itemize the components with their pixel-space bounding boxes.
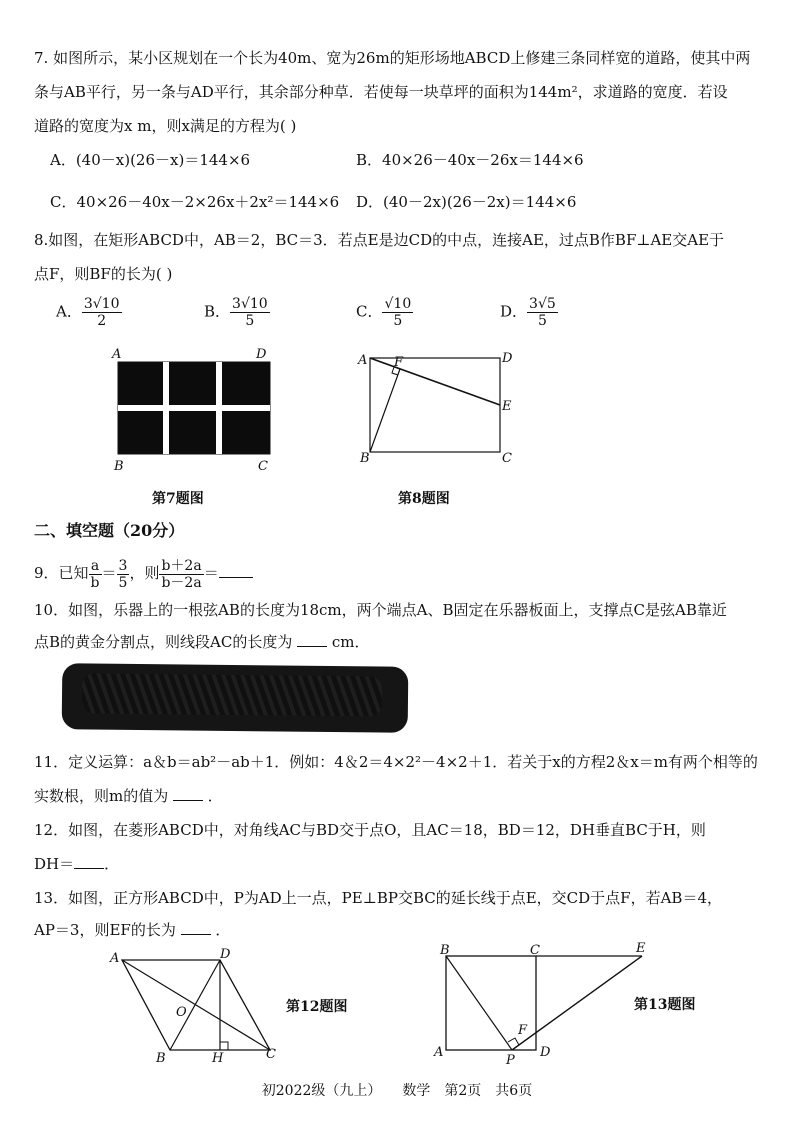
q9-fraction-ab-numerator: a (89, 558, 102, 575)
q10-line-2-prefix: 点B的黄金分割点，则线段AC的长度为 (34, 633, 293, 651)
q9 (34, 556, 253, 591)
q8-option-d-numerator: 3√5 (529, 296, 556, 312)
q7-option-a: A．(40－x)(26－x)＝144×6 (50, 151, 251, 169)
q8-option-a-denominator: 2 (97, 313, 107, 329)
fig13-label-p: P (506, 1053, 515, 1068)
fig13-label-a: A (434, 1045, 444, 1060)
q13-answer-blank[interactable] (181, 920, 211, 935)
q10-answer-blank[interactable] (297, 632, 327, 647)
q8-option-c-numerator: √10 (384, 296, 412, 312)
q9-equals: ＝ (101, 564, 117, 582)
q8-option-b-numerator: 3√10 (232, 296, 268, 312)
fig12-right-angle-mark (220, 1042, 228, 1050)
fig12-label-a: A (110, 951, 120, 966)
q10-line-2 (34, 632, 370, 652)
section-2-title: 二、填空题（20分） (34, 521, 185, 540)
fig8-label-b: B (360, 451, 370, 466)
q12-line-2-suffix: ． (104, 855, 120, 873)
q8-option-c-label: C． (356, 302, 383, 321)
q7-option-d: D．(40－2x)(26－2x)＝144×6 (356, 193, 577, 211)
q8-line-2: 点F，则BF的长为( ) (34, 265, 173, 283)
fig7-label-b: B (114, 459, 124, 474)
fig7-label-d: D (256, 347, 267, 362)
fig13-label-d: D (540, 1045, 551, 1060)
fig13-label-c: C (530, 943, 540, 958)
q8-option-c-denominator: 5 (393, 313, 403, 329)
q10-line-1: 10．如图，乐器上的一根弦AB的长度为18cm，两个端点A、B固定在乐器板面上，支撑点C是弦AB靠近 (34, 601, 727, 619)
q9-fraction-ab (89, 558, 102, 591)
q9-suffix: ＝ (203, 564, 219, 582)
fig13-caption: 第13题图 (634, 997, 696, 1013)
q8-option-a (56, 296, 122, 329)
q9-fraction-35-numerator: 3 (118, 557, 128, 574)
fig7-label-a: A (112, 347, 122, 362)
q9-answer-blank[interactable] (219, 563, 253, 578)
q11-line-2-suffix: ． (207, 787, 223, 805)
q9-fraction-expression-numerator: b＋2a (161, 557, 202, 574)
q7-line-2: 条与AB平行，另一条与AD平行，其余部分种草．若使每一块草坪的面积为144m²，求道路的宽度．若设 (34, 83, 728, 101)
q13-line-2-suffix: ． (215, 921, 231, 939)
q8-option-b-denominator: 5 (245, 313, 255, 329)
q8-option-c (356, 296, 413, 329)
q13-line-2-prefix: AP＝3，则EF的长为 (34, 921, 176, 939)
fig12-caption: 第12题图 (286, 999, 348, 1015)
fig13-label-e: E (636, 941, 646, 956)
fig8-label-a: A (358, 353, 368, 368)
figure-12 (100, 944, 290, 1064)
fig8-caption: 第8题图 (398, 491, 450, 507)
q7-line-3: 道路的宽度为x m，则x满足的方程为( ) (34, 117, 297, 135)
fig13-segment-bp (446, 956, 512, 1050)
q8-option-a-label: A． (56, 302, 82, 321)
fig7-road-horizontal (118, 405, 270, 411)
q11-line-2-prefix: 实数根，则m的值为 (34, 787, 169, 805)
q11-line-1: 11．定义运算：a＆b＝ab²－ab＋1．例如：4＆2＝4×2²－4×2＋1．若关于x的方程2＆x＝m有两个相等的 (34, 753, 758, 771)
q7-line-1: 7. 如图所示，某小区规划在一个长为40m、宽为26m的矩形场地ABCD上修建三条同样宽的道路，使其中两 (34, 49, 751, 67)
q9-fraction-35 (117, 558, 130, 591)
q7-option-c: C．40×26－40x－2×26x＋2x²＝144×6 (50, 193, 340, 211)
fig8-label-e: E (502, 399, 512, 414)
fig8-label-d: D (502, 351, 513, 366)
q9-mid: ，则 (129, 564, 160, 582)
q8-option-d (500, 296, 558, 329)
fig13-segment-pe (512, 956, 642, 1050)
fig8-rectangle (370, 358, 500, 452)
figure-8 (352, 342, 532, 472)
fig12-diagonal-ac (122, 960, 270, 1050)
q8-option-d-label: D． (500, 302, 528, 321)
q11-answer-blank[interactable] (173, 786, 203, 801)
fig12-label-d: D (220, 947, 231, 962)
q9-fraction-expression (159, 558, 203, 591)
fig8-label-f: F (394, 355, 404, 370)
fig13-right-angle-mark (508, 1038, 519, 1045)
q12-line-1: 12．如图，在菱形ABCD中，对角线AC与BD交于点O，且AC＝18，BD＝12，DH垂直BC于H，则 (34, 821, 706, 839)
q13-line-2 (34, 920, 230, 940)
q11-line-2 (34, 786, 223, 806)
q7-option-b: B．40×26－40x－26x＝144×6 (356, 151, 584, 169)
fig12-label-c: C (266, 1047, 276, 1062)
fig8-label-c: C (502, 451, 512, 466)
q13-line-1: 13．如图，正方形ABCD中，P为AD上一点，PE⊥BP交BC的延长线于点E，交CD于点F，若AB＝4， (34, 889, 722, 907)
q12-line-2 (34, 854, 119, 874)
q8-option-d-denominator: 5 (537, 313, 547, 329)
page-footer: 初2022级（九上） 数学 第2页 共6页 (261, 1083, 533, 1099)
fig13-label-b: B (440, 943, 450, 958)
q9-fraction-expression-denominator: b－2a (161, 574, 202, 591)
q12-line-2-prefix: DH＝ (34, 855, 75, 873)
q10-redacted-figure (62, 663, 409, 733)
figure-7 (100, 342, 290, 477)
q9-fraction-35-denominator: 5 (118, 574, 128, 591)
q9-fraction-ab-denominator: b (90, 574, 100, 591)
figure-13 (428, 938, 658, 1068)
fig13-label-f: F (518, 1023, 528, 1038)
q8-option-d-fraction (527, 296, 558, 329)
fig12-label-h: H (212, 1051, 224, 1064)
q8-line-1: 8.如图，在矩形ABCD中，AB＝2，BC＝3．若点E是边CD的中点，连接AE，过点B作BF⊥AE交AE于 (34, 231, 725, 249)
fig8-segment-bf (370, 369, 400, 452)
q10-line-2-suffix: cm． (331, 633, 370, 651)
q8-option-a-fraction (82, 296, 122, 329)
q12-answer-blank[interactable] (74, 854, 104, 869)
q8-option-b-fraction (230, 296, 270, 329)
fig12-label-b: B (156, 1051, 166, 1064)
q9-prefix: 9．已知 (34, 564, 89, 582)
q8-option-b (204, 296, 270, 329)
fig7-caption: 第7题图 (152, 491, 204, 507)
q8-option-a-numerator: 3√10 (83, 296, 120, 312)
q8-option-b-label: B． (204, 302, 231, 321)
q8-option-c-fraction (382, 296, 413, 329)
fig12-label-o: O (176, 1005, 187, 1020)
fig7-label-c: C (258, 459, 268, 474)
